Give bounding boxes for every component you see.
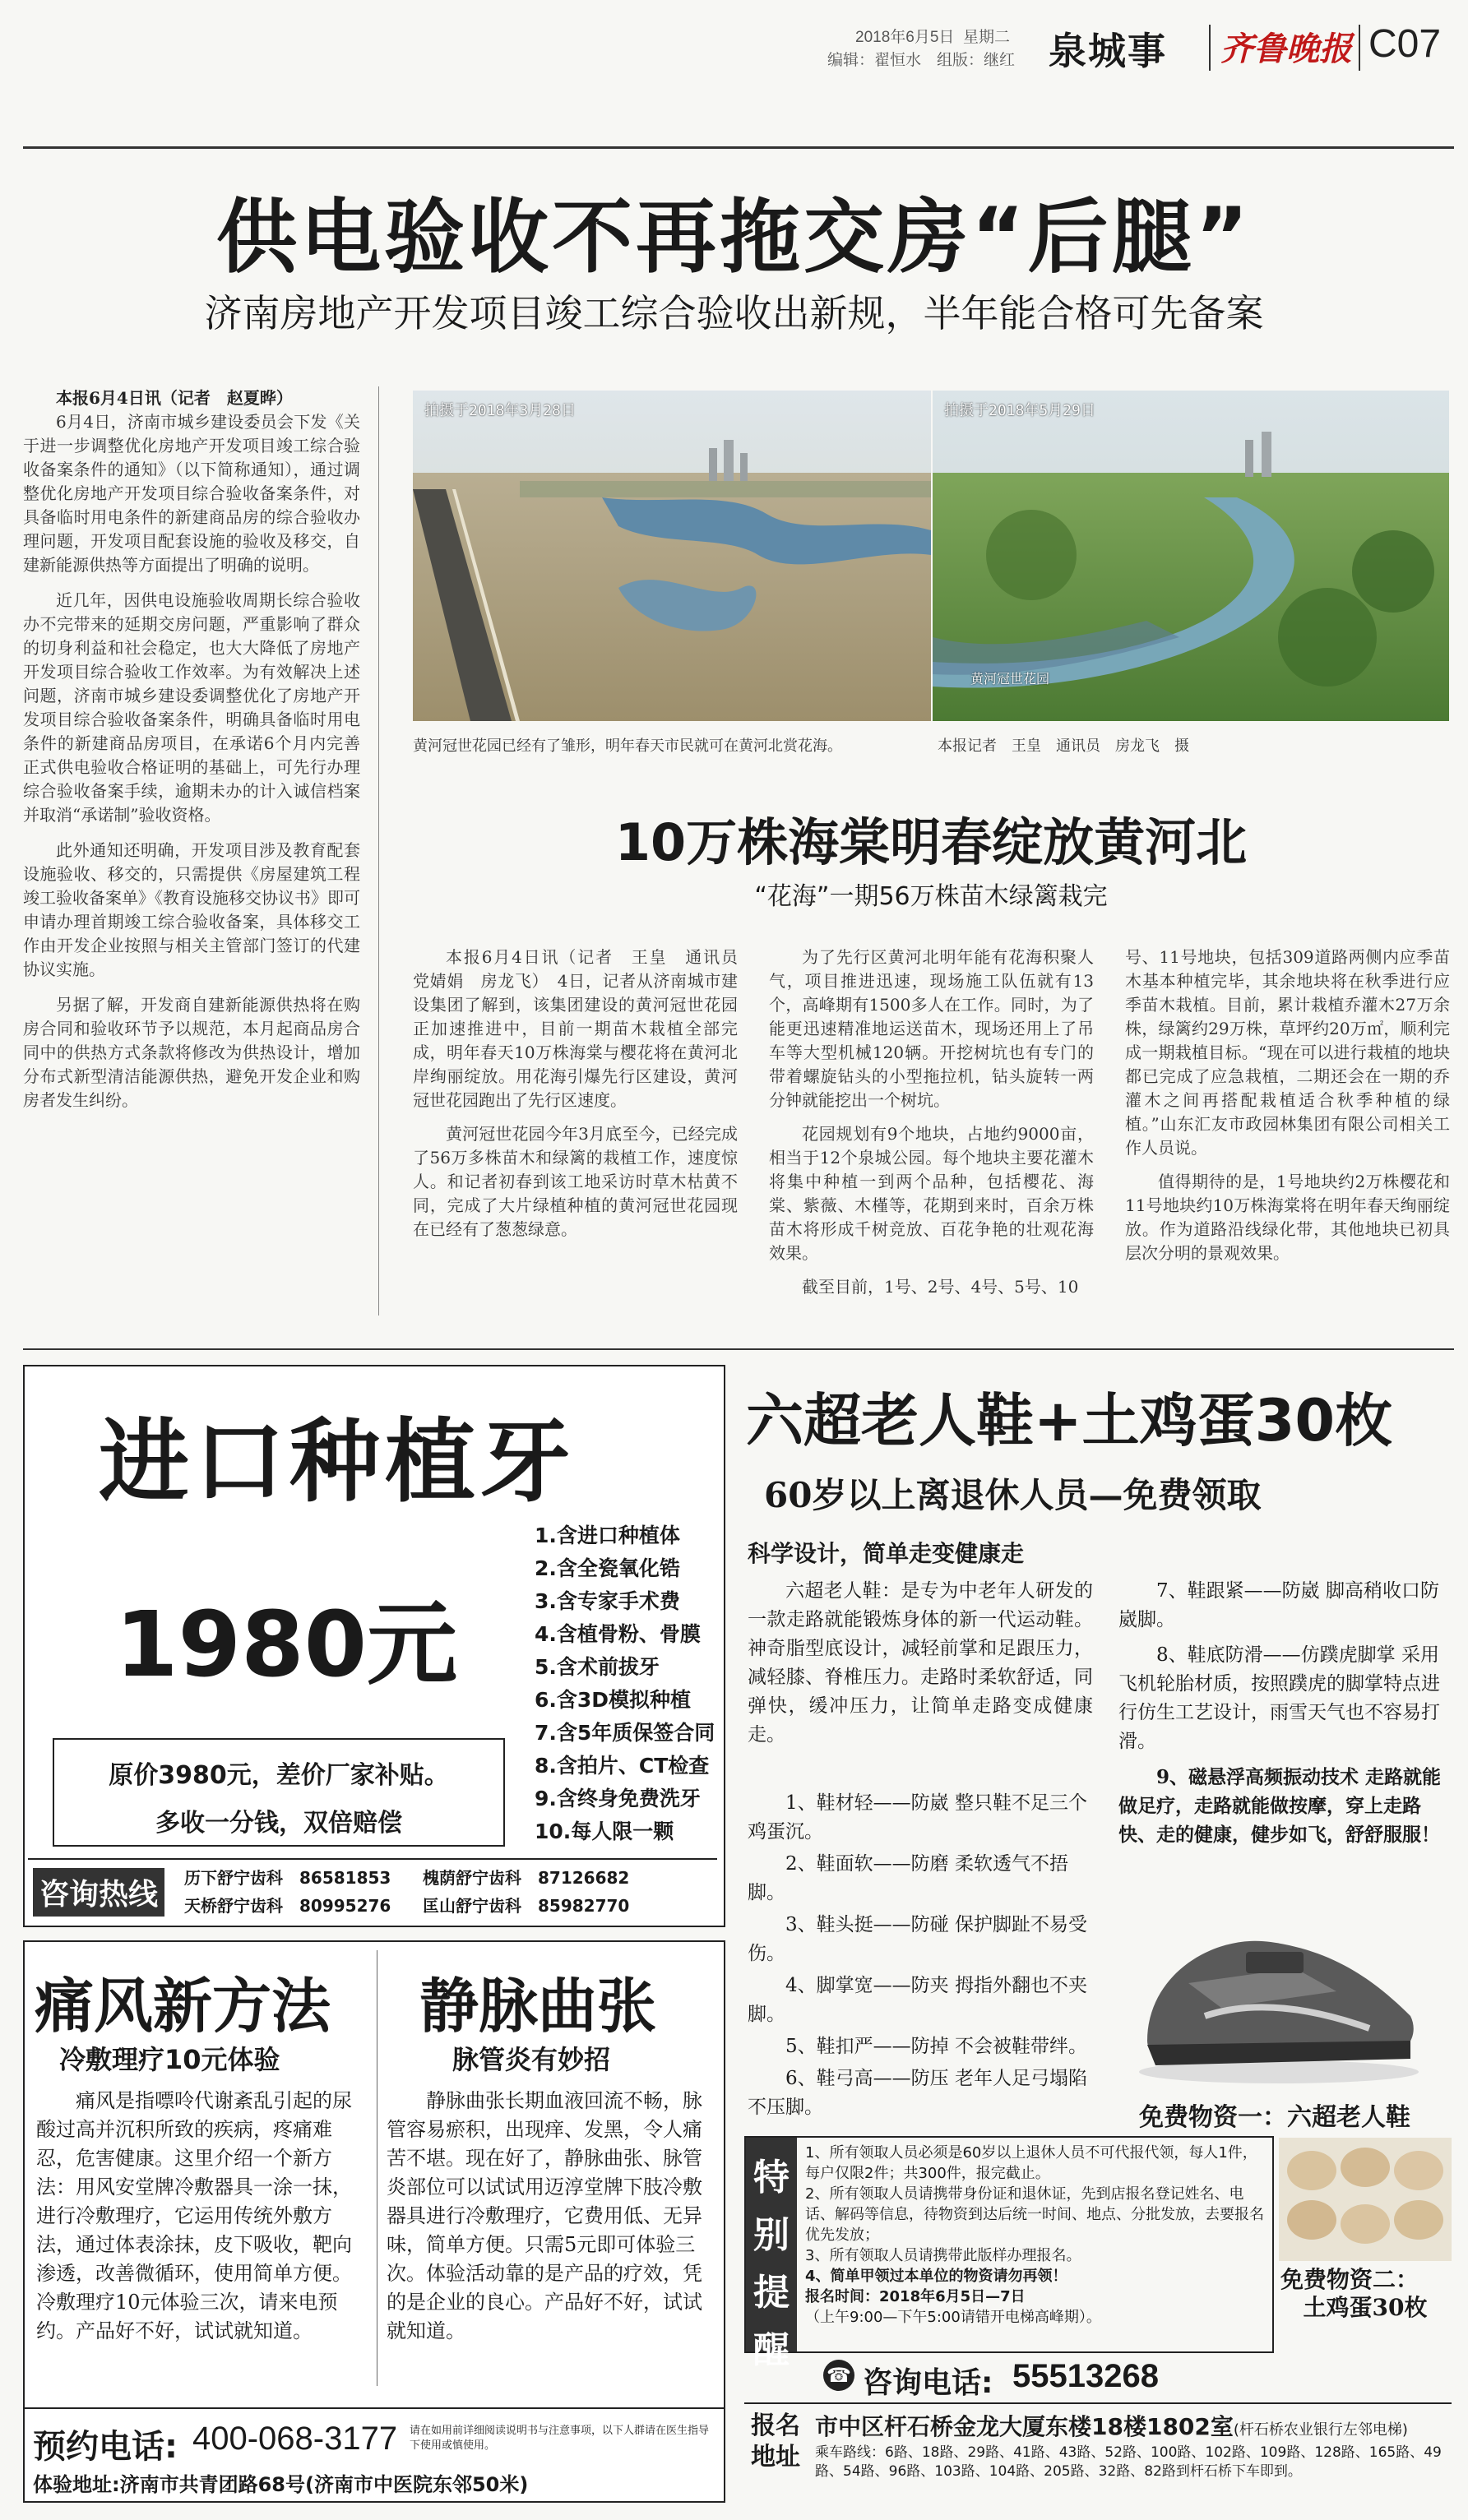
column-divider — [378, 386, 379, 1315]
shoe-image — [1123, 1876, 1435, 2090]
gift-1-label: 免费物资一：六超老人鞋 — [1139, 2103, 1410, 2132]
hotline-phone: 匡山舒宁齿科 85982770 — [423, 1896, 630, 1916]
booking-phone: 400-068-3177 — [192, 2421, 398, 2457]
page-number: C07 — [1368, 22, 1442, 66]
notice-char: 醒 — [753, 2329, 790, 2371]
notice-char: 提 — [753, 2272, 790, 2314]
shoes-science-line: 科学设计，简单走变健康走 — [748, 1540, 1025, 1567]
gout-text: 痛风是指嘌呤代谢紊乱引起的尿酸过高并沉积所致的疾病，疼痛难忍，危害健康。这里介绍一个新方法：用风安堂牌冷敷器具一涂一抹，进行冷敷理疗，它运用传统外敷方法，通过体表涂抹，皮下吸收，靶向渗透，改善微循环，使用简单方便。冷敷理疗10元体验三次，请来电预约。产品好不好，试试就知道。 — [36, 2089, 352, 2342]
section-name: 泉城事 — [1049, 29, 1167, 73]
lead-headline: 供电验收不再拖交房“后腿” — [216, 191, 1252, 284]
shoes-feature: 2、鞋面软——防磨 柔软透气不捂脚。 — [748, 1853, 1068, 1903]
shoes-features-right — [1118, 1577, 1447, 1849]
section-divider — [23, 1348, 1454, 1350]
notice-list — [805, 2143, 1266, 2328]
second-col-1 — [413, 946, 754, 1242]
address-label: 报名地址 — [751, 2411, 800, 2471]
implant-price: 1980元 — [115, 1592, 458, 1697]
vein-text: 静脉曲张长期血液回流不畅，脉管容易瘀积，出现痒、发黑，令人痛苦不堪。现在好了，静脉曲张、脉管炎部位可以试试用迈淳堂牌下肢冷敷器具进行冷敷理疗，它费用低、无异味，简单方便。只需5元即可体验三次。体验活动靠的是产品的疗效，凭的是企业的良心。产品好不好，试试就知道。 — [387, 2089, 702, 2342]
second-paragraph: 为了先行区黄河北明年能有花海积聚人气，项目推进迅速，现场施工队伍就有13个，高峰期有1500多人在工作。同时，为了能更迅速精准地运送苗木，现场还用上了吊车等大型机械120辆。开挖树坑也有专门的带着螺旋钻头的小型拖拉机，钻头旋转一两分钟就能挖出一个树坑。 — [769, 947, 1094, 1110]
second-paragraph: 值得期待的是，1号地块约2万株樱花和11号地块约10万株海棠将在明年春天绚丽绽放。作为道路沿线绿化带，其他地块已初具层次分明的景观效果。 — [1125, 1172, 1450, 1263]
shoes-feature: 9、磁悬浮高频振动技术 走路就能做足疗，走路就能做按摩，穿上走路快、走的健康，健步如飞，舒舒服服！ — [1118, 1766, 1442, 1846]
implant-feature: 1.含进口种植体 — [535, 1524, 680, 1547]
second-headline: 10万株海棠明春绽放黄河北 — [614, 812, 1248, 872]
second-col-3 — [1125, 946, 1450, 1265]
consult-phone: 55513268 — [1012, 2358, 1159, 2394]
second-paragraph: 截至目前，1号、2号、4号、5号、10 — [802, 1277, 1079, 1297]
shoes-title: 六超老人鞋+土鸡蛋30枚 — [746, 1387, 1393, 1454]
shoes-feature: 8、鞋底防滑——仿蹼虎脚掌 采用飞机轮胎材质，按照蹼虎的脚掌特点进行仿生工艺设计，雨雪天气也不容易打滑。 — [1118, 1644, 1440, 1752]
shoes-feature: 7、鞋跟紧——防崴 脚高稍收口防崴脚。 — [1118, 1580, 1439, 1630]
date: 2018年6月5日 — [855, 29, 955, 46]
weekday: 星期二 — [962, 29, 1010, 46]
lead-article — [23, 386, 360, 1112]
hotline-phone: 天桥舒宁齿科 80995276 — [184, 1896, 391, 1916]
implant-feature: 2.含全瓷氧化锆 — [535, 1556, 680, 1580]
hotline-label: 咨询热线 — [33, 1868, 164, 1917]
notice-item: 报名时间：2018年6月5日—7日 — [805, 2288, 1026, 2305]
notice-block — [744, 2136, 1274, 2371]
bus-route: 乘车路线：6路、18路、29路、41路、43路、52路、100路、102路、109路、128路、165路、49路、54路、96路、103路、104路、205路、32路、82路到杆石桥下车即到。 — [815, 2444, 1442, 2480]
implant-hotline-bar — [28, 1858, 717, 1919]
implant-feature: 7.含5年质保签合同 — [535, 1721, 715, 1745]
photo-location-label: 黄河冠世花园 — [970, 671, 1050, 687]
booking-address: 体验地址:济南市共青团路68号(济南市中医院东邻50米) — [33, 2473, 529, 2496]
shoes-ad — [744, 1365, 1452, 2499]
shoes-feature: 4、脚掌宽——防夹 拇指外翻也不夹脚。 — [748, 1975, 1087, 2025]
implant-feature: 9.含终身免费洗牙 — [535, 1787, 701, 1810]
implant-promo-line: 原价3980元，差价厂家补贴。 — [109, 1761, 449, 1790]
shoes-feature: 6、鞋弓高——防压 老年人足弓塌陷不压脚。 — [748, 2068, 1087, 2118]
implant-feature: 3.含专家手术费 — [535, 1589, 680, 1613]
lead-paragraph: 此外通知还明确，开发项目涉及教育配套设施验收、移交的，只需提供《房屋建筑工程竣工验收备案单》《教育设施移交协议书》即可申请办理首期竣工综合验收备案，具体移交工作由开发企业按照与相关主管部门签订的代建协议实施。 — [23, 840, 360, 979]
shoes-features-left — [748, 1789, 1093, 2122]
hotline-phone: 历下舒宁齿科 86581853 — [184, 1868, 391, 1888]
shoes-feature: 1、鞋材轻——防崴 整只鞋不足三个鸡蛋沉。 — [748, 1792, 1087, 1843]
second-col-2 — [769, 946, 1094, 1299]
photo-credit: 本报记者 王皇 通讯员 房龙飞 摄 — [938, 738, 1189, 755]
ad-bottom-bar — [25, 2407, 724, 2501]
paper-logo: 齐鲁晚报 — [1220, 30, 1352, 68]
notice-label-column — [746, 2138, 797, 2371]
booking-phone-label: 预约电话: — [33, 2428, 178, 2466]
masthead-rule — [23, 146, 1454, 149]
second-subhead: “花海”一期56万株苗木绿篱栽完 — [754, 882, 1108, 911]
notice-item: 4、简单甲领过本单位的物资请勿再领！ — [805, 2268, 1067, 2285]
photo-may — [933, 391, 1449, 721]
notice-item: 3、所有领取人员请携带此版样办理报名。 — [805, 2247, 1081, 2264]
notice-item: 2、所有领取人员请携带身份证和退休证，先到店报名登记姓名、电话、解码等信息，待物资到达后统一时间、地点、分批发放，去要报名优先发放； — [805, 2185, 1264, 2244]
signup-address — [744, 2402, 1452, 2499]
notice-char: 特 — [753, 2157, 790, 2199]
photo-march — [413, 391, 931, 721]
gift-2-line: 免费物资二： — [1280, 2266, 1419, 2293]
gift-2-label — [1280, 2266, 1450, 2322]
implant-feature: 5.含术前拔牙 — [535, 1655, 660, 1679]
second-paragraph: 本报6月4日讯（记者 王皇 通讯员 党婧娟 房龙飞） 4日，记者从济南城市建设集团了解到，该集团建设的黄河冠世花园正加速推进中，目前一期苗木栽植全部完成，明年春天10万株海棠与樱花将在黄河北岸绚丽绽放。用花海引爆先行区建设，黄河冠世花园跑出了先行区速度。 — [413, 947, 754, 1110]
implant-promo-box — [53, 1738, 505, 1847]
masthead — [0, 0, 1468, 148]
notice-char: 别 — [753, 2214, 790, 2256]
notice-item: （上午9:00—下午5:00请错开电梯高峰期）。 — [805, 2309, 1101, 2326]
implant-feature: 10.每人限一颗 — [535, 1819, 674, 1843]
second-paragraph: 黄河冠世花园今年3月底至今，已经完成了56万多株苗木和绿篱的栽植工作，速度惊人。和记者初春到该工地采访时草木枯黄不同，完成了大片绿植种植的黄河冠世花园现在已经有了葱葱绿意。 — [413, 1124, 738, 1239]
eggs-image — [1279, 2138, 1452, 2261]
address-text: 市中区杆石桥金龙大厦东楼18楼1802室 — [815, 2413, 1234, 2440]
consult-label: 咨询电话: — [863, 2366, 993, 2400]
implant-feature: 8.含拍片、CT检查 — [535, 1754, 710, 1778]
cold-therapy-ad — [23, 1940, 725, 2503]
address-note: (杆石桥农业银行左邻电梯) — [1233, 2421, 1408, 2439]
photo-caption: 黄河冠世花园已经有了雏形，明年春天市民就可在黄河北赏花海。 — [413, 738, 842, 755]
shoes-feature: 5、鞋扣严——防掉 不会被鞋带绊。 — [785, 2036, 1087, 2057]
lead-paragraph: 近几年，因供电设施验收周期长综合验收办不完带来的延期交房问题，严重影响了群众的切身利益和社会稳定，也大大降低了房地产开发项目综合验收工作效率。为有效解决上述问题，济南市城乡建设委调整优化了房地产开发项目综合验收备案条件，明确具备临时用电条件的新建商品房项目，在承诺6个月内完善正式供电验收合格证明的基础上，可先行办理综合验收备案手续，逾期未办的计入诚信档案并取消“承诺制”验收资格。 — [23, 590, 360, 825]
implant-feature: 6.含3D模拟种植 — [535, 1688, 692, 1712]
implant-promo-line: 多收一分钱，双倍赔偿 — [155, 1809, 402, 1838]
fine-print: 请在如用前详细阅读说明书与注意事项，以下人群请在医生指导下使用或慎使用。 — [410, 2425, 710, 2452]
shoes-subtitle: 60岁以上离退休人员—免费领取 — [764, 1475, 1262, 1515]
photo-date-stamp: 拍摄于2018年5月29日 — [944, 402, 1095, 419]
gout-subtitle: 冷敷理疗10元体验 — [59, 2044, 280, 2075]
shoes-feature: 3、鞋头挺——防碰 保护脚趾不易受伤。 — [748, 1914, 1087, 1964]
lead-paragraph: 6月4日，济南市城乡建设委员会下发《关于进一步调整优化房地产开发项目竣工综合验收备案条件的通知》（以下简称通知），通过调整优化房地产开发项目综合验收备案条件，对具备临时用电条件的新建商品房的综合验收办理问题，开发项目配套设施的验收及移交，自建新能源供热等方面提出了明确的说明。 — [23, 412, 360, 575]
second-paragraph: 号、11号地块，包括309道路两侧内应季苗木基本种植完毕，其余地块将在秋季进行应季苗木栽植。目前，累计栽植乔灌木27万余株，绿篱约29万株，草坪约20万㎡，顺利完成一期栽植目标。“现在可以进行栽植的地块都已完成了应急栽植，二期还会在一期的乔灌木之间再搭配栽植适合秋季种植的绿植。”山东汇友市政园林集团有限公司相关工作人员说。 — [1125, 947, 1450, 1158]
hotline-phone: 槐荫舒宁齿科 87126682 — [423, 1868, 630, 1888]
vein-title: 静脉曲张 — [419, 1972, 657, 2041]
lead-paragraph: 另据了解，开发商自建新能源供热将在购房合同和验收环节予以规范，本月起商品房合同中的供热方式条款将修改为供热设计，增加分布式新型清洁能源供热，避免开发企业和购房者发生纠纷。 — [23, 995, 360, 1110]
notice-item: 1、所有领取人员必须是60岁以上退休人员不可代报代领，每人1件，每户仅限2件；共300件，报完截止。 — [805, 2144, 1257, 2182]
photo-date-stamp: 拍摄于2018年3月28日 — [424, 402, 576, 419]
masthead-date — [855, 25, 1010, 47]
masthead-editors: 编辑：翟恒水 组版：继红 — [827, 52, 1016, 69]
implant-ad — [23, 1365, 725, 1927]
address-main — [815, 2409, 1448, 2442]
park-aerial-march-image — [413, 391, 931, 721]
phone-icon: ☎ — [823, 2360, 854, 2391]
implant-features — [535, 1519, 715, 1848]
masthead-divider — [1209, 25, 1211, 71]
shoes-intro: 六超老人鞋：是专为中老年人研发的一款走路就能锻炼身体的新一代运动鞋。神奇脂型底设计，减轻前掌和足跟压力，减轻膝、脊椎压力。走路时柔软舒适，同弹快，缓冲压力，让简单走路变成健康走。 — [748, 1580, 1093, 1746]
implant-title: 进口种植牙 — [99, 1409, 576, 1514]
consult-bar — [744, 2356, 1452, 2400]
lead-byline: 本报6月4日讯（记者 赵夏晔） — [56, 388, 293, 408]
implant-feature: 4.含植骨粉、骨膜 — [535, 1622, 701, 1646]
lead-subhead: 济南房地产开发项目竣工综合验收出新规，半年能合格可先备案 — [204, 291, 1264, 335]
gift-2-line: 土鸡蛋30枚 — [1303, 2294, 1428, 2321]
masthead-divider-2 — [1359, 25, 1360, 71]
gout-title: 痛风新方法 — [35, 1972, 331, 2041]
second-paragraph: 花园规划有9个地块，占地约9000亩，相当于12个泉城公园。每个地块主要花灌木将集中种植一到两个品种，包括樱花、海棠、紫薇、木槿等，花期到来时，百余万株苗木将形成千树竞放、百花争艳的壮观花海效果。 — [769, 1124, 1094, 1263]
vein-subtitle: 脉管炎有妙招 — [452, 2044, 611, 2075]
